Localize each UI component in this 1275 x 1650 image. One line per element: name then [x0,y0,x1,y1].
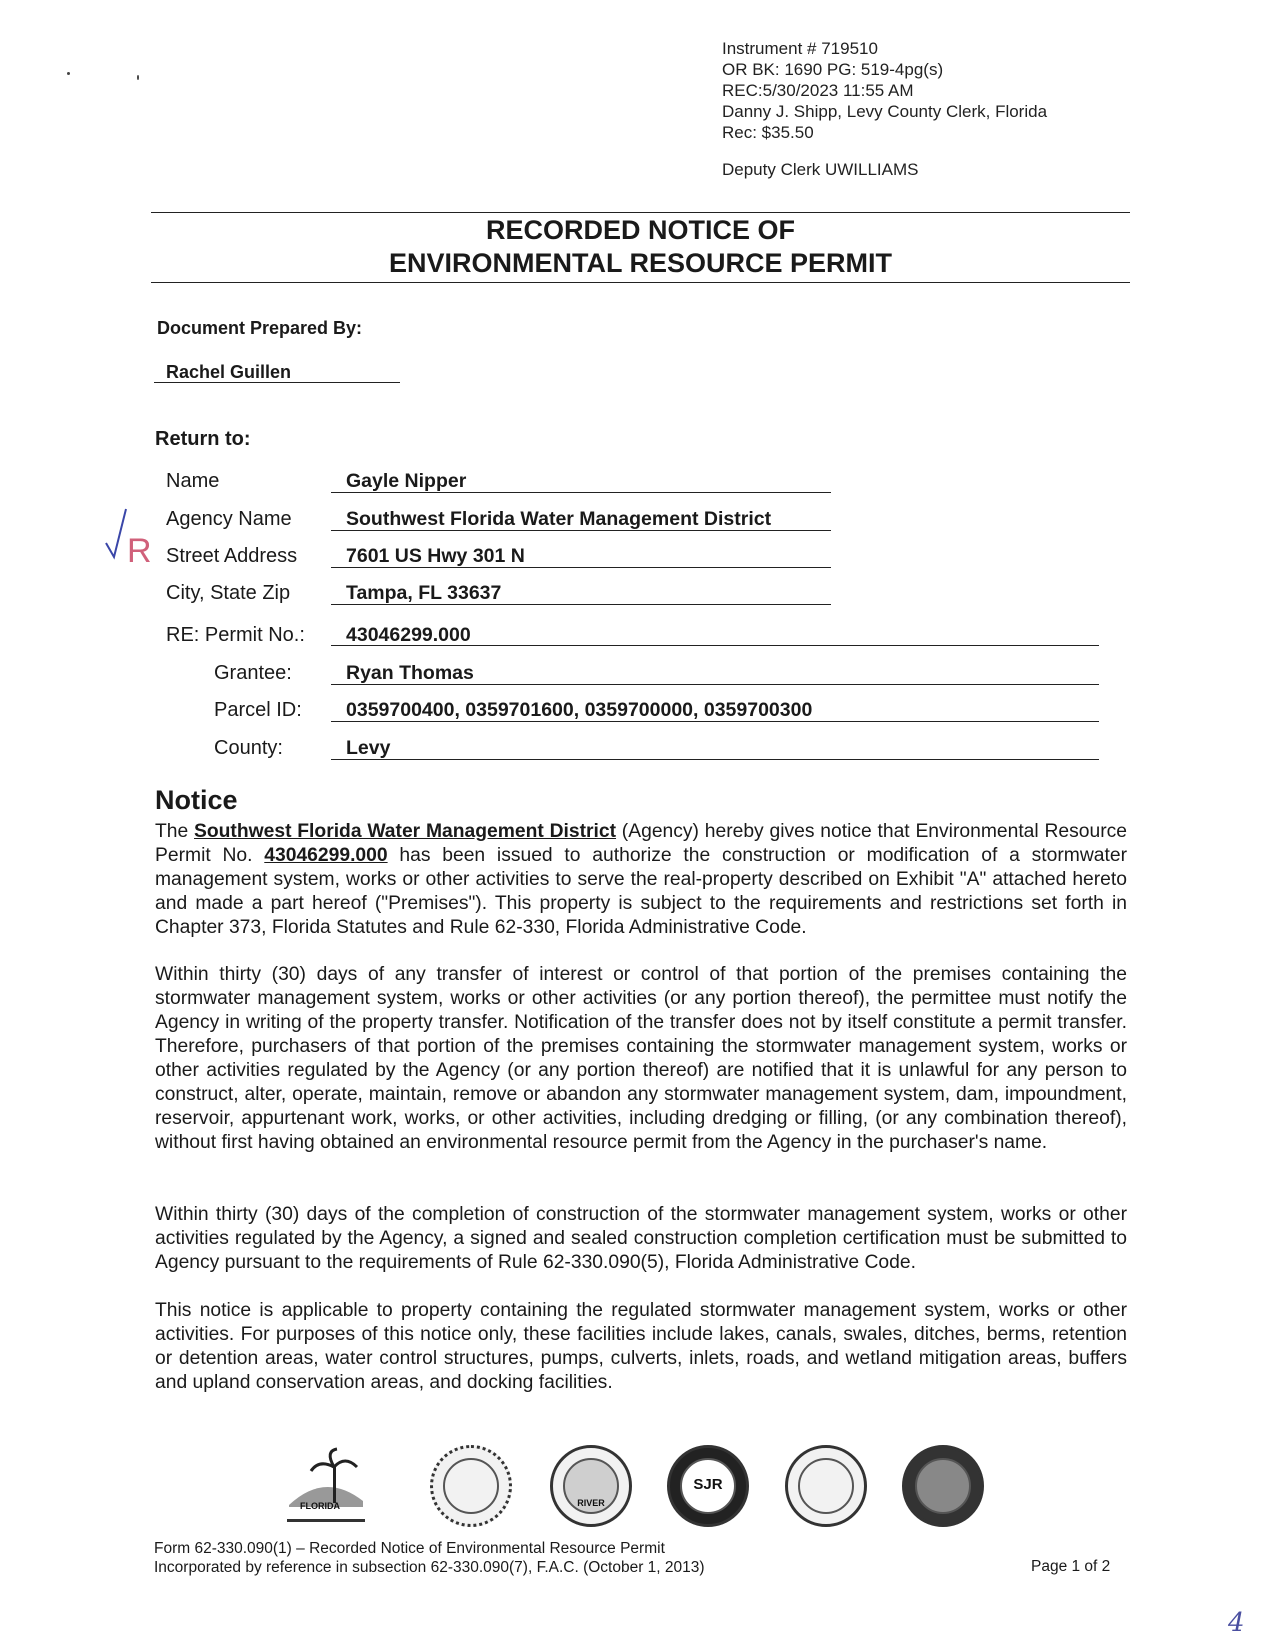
prepared-by-underline [154,382,400,383]
p1-text-a: The [155,821,195,842]
city-state-zip-underline [331,604,831,605]
permit-number-value: 43046299.000 [346,624,471,646]
parcel-id-label: Parcel ID: [214,699,302,721]
p1-text-b: (Agency) hereby gives notice that Environmental Resource Permit No. [155,821,1127,866]
county-underline [331,759,1099,760]
permit-number-underline [331,645,1099,646]
prepared-by-label: Document Prepared By: [157,318,363,338]
agency-name-label: Agency Name [166,508,292,530]
recording-fee: Rec: $35.50 [722,123,814,142]
street-address-underline [331,567,831,568]
grantee-label: Grantee: [214,662,292,684]
notice-paragraph-4: This notice is applicable to property containing the regulated stormwater management system, works or other activities. For purposes of this notice only, these facilities include lakes, canals, swales, ditches, berms, retention or detention areas, water control structures, pumps, culverts, inlets, roads, and wetland mitigation areas, buffers and upland conservation areas, and docking facilities. [155,1300,1127,1393]
prepared-by-name: Rachel Guillen [166,362,292,382]
notice-paragraph-1 [155,820,1127,940]
handwritten-page-count: 4 [1228,1608,1245,1638]
florida-seal-label: FLORIDA [300,1501,340,1511]
return-to-label: Return to: [155,428,251,450]
street-address-label: Street Address [166,545,298,567]
agency-name-value: Southwest Florida Water Management District [346,508,772,530]
instrument-number: Instrument # 719510 [722,39,878,58]
southwest-florida-wmd-seal [785,1445,867,1527]
palm-tree-icon [285,1445,367,1527]
street-address-value: 7601 US Hwy 301 N [346,545,525,567]
county-clerk: Danny J. Shipp, Levy County Clerk, Florida [722,102,1048,121]
name-underline [331,492,831,493]
south-florida-wmd-seal [902,1445,984,1527]
title-bottom-rule [151,282,1130,283]
recorded-date: REC:5/30/2023 11:55 AM [722,81,914,100]
agency-name-underline [331,530,831,531]
p1-permit-number: 43046299.000 [264,845,388,866]
seal-inner-ring [443,1458,499,1514]
sjr-seal-label: SJR [693,1476,723,1493]
parcel-id-value: 0359700400, 0359701600, 0359700000, 0359700300 [346,699,813,721]
scan-speck [137,75,139,80]
seal-inner-ring [915,1458,971,1514]
agency-seals-row [285,1445,1005,1537]
parcel-id-underline [331,721,1099,722]
handwritten-initials: R [127,532,152,570]
notice-paragraph-2: Within thirty (30) days of any transfer of interest or control of that portion of the premises containing the stormwater management system, works or other activities (or any portion thereof), the permittee must notify the Agency in writing of the property transfer. Notification of the transfer does not by itself constitute a permit transfer. Therefore, purchasers of that portion of the premises containing the stormwater management system, works or other activities regulated by the Agency (or any portion thereof) are notified that it is unlawful for any person to construct, alter, operate, maintain, remove or abandon any stormwater management system, dam, impoundment, reservoir, appurtenant work, works, or other activities, including dredging or filling, (or any combination thereof), without first having obtained an environmental resource permit from the Agency in the purchaser's name. [155,964,1127,1153]
suwannee-seal-label: RIVER [577,1498,605,1508]
p1-text-c: has been issued to authorize the construction or modification of a stormwater management system, works or other activities to serve the real-property described on Exhibit "A" attached hereto and made a part hereof ("Premises"). This property is subject to the requirements and restrictions set forth in Chapter 373, Florida Statutes and Rule 62-330, Florida Administrative Code. [155,845,1127,938]
seal-inner-ring [798,1458,854,1514]
name-label: Name [166,470,220,492]
grantee-value: Ryan Thomas [346,662,474,684]
form-reference [154,1539,705,1577]
p1-agency-name: Southwest Florida Water Management District [194,821,617,842]
city-state-zip-label: City, State Zip [166,582,291,604]
title-line-1: RECORDED NOTICE OF [485,215,795,245]
book-page: OR BK: 1690 PG: 519-4pg(s) [722,60,944,79]
form-reference-line-2: Incorporated by reference in subsection 62-330.090(7), F.A.C. (October 1, 2013) [154,1559,705,1576]
florida-dep-seal [285,1445,367,1527]
permit-number-label: RE: Permit No.: [166,624,305,646]
st-johns-river-wmd-seal [667,1445,749,1527]
county-value: Levy [346,737,391,759]
city-state-zip-value: Tampa, FL 33637 [346,582,502,604]
deputy-clerk: Deputy Clerk UWILLIAMS [722,160,919,179]
name-value: Gayle Nipper [346,470,467,492]
grantee-underline [331,684,1099,685]
county-label: County: [214,737,283,759]
title-top-rule [151,212,1130,213]
form-reference-line-1: Form 62-330.090(1) – Recorded Notice of Environmental Resource Permit [154,1540,665,1557]
notice-heading: Notice [155,785,238,815]
scan-speck [67,72,70,75]
recording-stamp [722,38,1047,180]
document-title [151,214,1130,280]
northwest-florida-wmd-seal [430,1445,512,1527]
suwannee-river-wmd-seal [550,1445,632,1527]
title-line-2: ENVIRONMENTAL RESOURCE PERMIT [388,248,893,278]
page-number: Page 1 of 2 [1031,1558,1111,1575]
notice-paragraph-3: Within thirty (30) days of the completion of construction of the stormwater management system, works or other activities regulated by the Agency, a signed and sealed construction completion certification must be submitted to Agency pursuant to the requirements of Rule 62-330.090(5), Florida Administrative Code. [155,1204,1127,1273]
